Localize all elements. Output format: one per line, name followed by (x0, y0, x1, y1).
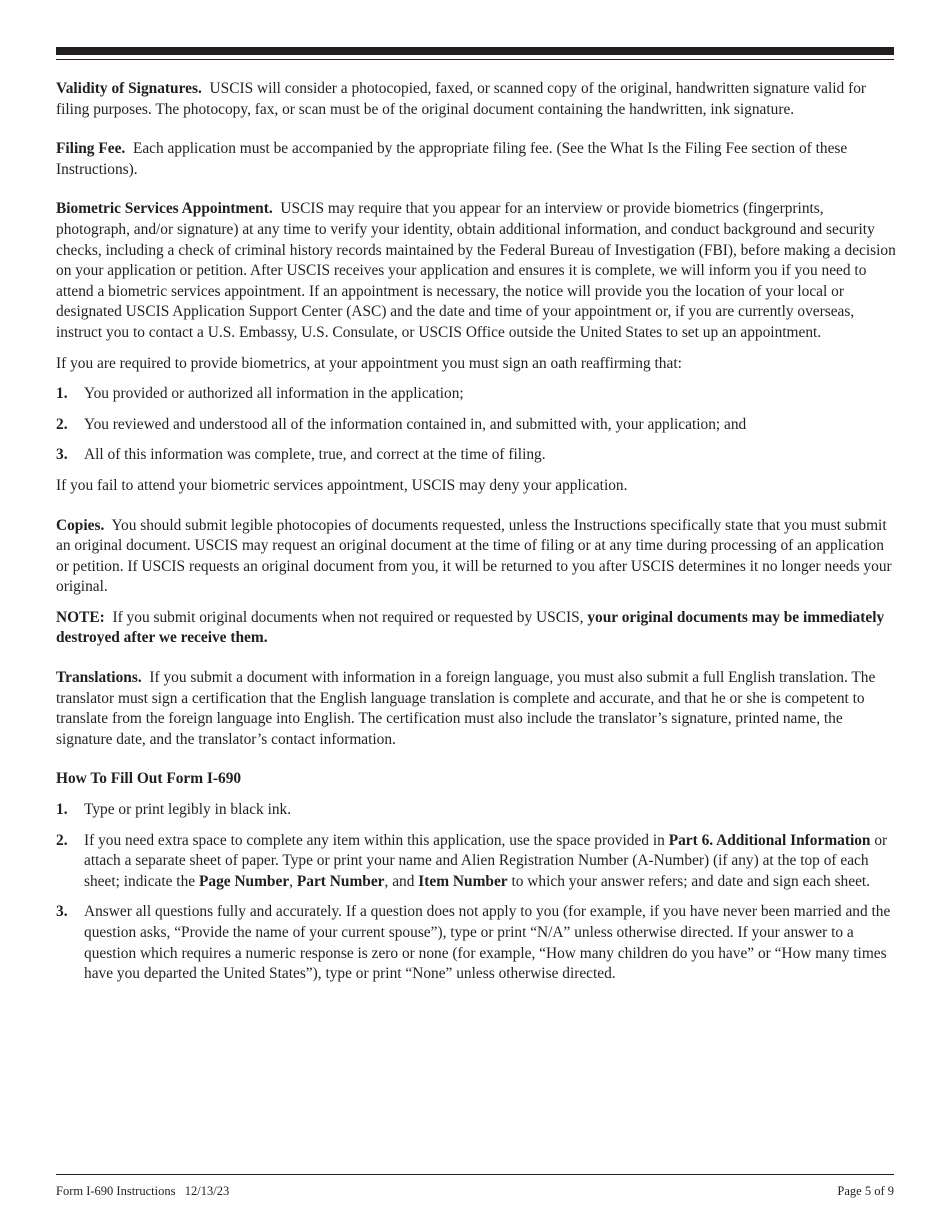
biometrics-intro: If you are required to provide biometrics, at your appointment you must sign an oath reaffirming that: (56, 354, 682, 372)
list-item-number: 3. (56, 446, 68, 464)
list-item-number: 3. (56, 903, 68, 921)
item2-text-a: If you need extra space to complete any item within this application, use the space provided in (84, 831, 665, 849)
filing-fee-text: Each application must be accompanied by the appropriate filing fee. (See the What Is the Filing Fee section of these Instructions). (56, 140, 848, 178)
validity-heading: Validity of Signatures. (56, 80, 202, 97)
list-item-number: 1. (56, 385, 68, 403)
item2-text-i: to which your answer refers; and date and sign each sheet. (511, 872, 871, 890)
filing-fee-heading: Filing Fee. (56, 140, 126, 158)
copies-heading: Copies. (56, 516, 105, 534)
list-item-text: You reviewed and understood all of the information contained in, and submitted with, your application; and (84, 415, 747, 433)
validity-text: USCIS will consider a photocopied, faxed, or scanned copy of the original, handwritten signature valid for filing purposes. The photocopy, fax, or scan must be of the original document containing the handwritten, ink signature. (56, 80, 867, 118)
header-thin-rule (56, 59, 894, 60)
biometrics-closing: If you fail to attend your biometric services appointment, USCIS may deny your application. (56, 476, 628, 494)
item2-comma: , (289, 872, 294, 890)
list-item (56, 831, 896, 893)
part6-reference: Part 6. Additional Information (668, 831, 871, 849)
list-item-text: All of this information was complete, true, and correct at the time of filing. (84, 446, 546, 464)
translations-heading: Translations. (56, 669, 142, 687)
document-body (56, 79, 896, 985)
copies-note (56, 608, 896, 649)
item-number-term: Item Number (418, 872, 508, 890)
note-bold-text: your original documents may be immediately destroyed after we receive them. (56, 608, 885, 647)
list-item-number: 2. (56, 415, 68, 433)
footer-rule (56, 1174, 894, 1175)
item2-and: , and (384, 872, 415, 890)
how-to-heading: How To Fill Out Form I-690 (56, 770, 242, 788)
list-item-text: Answer all questions fully and accurately. If a question does not apply to you (for example, if you have never been married and the question asks, “Provide the name of your current spouse”), type or print “N/A” unless otherwise directed. If your answer to a question which requires a numeric response is zero or none (for example, “How many children do you have” or “How many times have you departed the United States”), type or print “None” unless otherwise directed. (84, 903, 891, 983)
biometrics-paragraph (56, 199, 896, 343)
list-item (56, 384, 896, 405)
list-item-text: Type or print legibly in black ink. (84, 801, 292, 819)
list-item-number: 1. (56, 801, 68, 819)
validity-paragraph (56, 79, 896, 120)
note-label: NOTE: (56, 608, 105, 626)
note-text: If you submit original documents when not required or requested by USCIS, (112, 608, 584, 626)
translations-text: If you submit a document with information in a foreign language, you must also submit a full English translation. The translator must sign a certification that the English language translation is complete and accurate, and that he or she is competent to translate from the foreign language into English. The certification must also include the translator’s signature, printed name, the signature date, and the translator’s contact information. (56, 669, 876, 748)
list-item (56, 902, 896, 984)
biometrics-heading: Biometric Services Appointment. (56, 200, 273, 218)
page-number-term: Page Number (198, 872, 290, 890)
list-item-number: 2. (56, 831, 68, 849)
copies-paragraph (56, 516, 896, 598)
item2-text-c: or attach a separate sheet of paper. Type or print your name and Alien Registration Number (A-Number) (if any) at the top of each sheet; indicate the (84, 831, 888, 890)
copies-text: You should submit legible photocopies of documents requested, unless the Instructions specifically state that you must submit an original document. USCIS may request an original document at the time of filing or at any time during processing of an application or petition. If USCIS requests an original document from you, it will be returned to you after USCIS determines it no longer needs your original. (56, 516, 892, 596)
translations-paragraph (56, 668, 896, 750)
biometrics-text: USCIS may require that you appear for an interview or provide biometrics (fingerprints, photograph, and/or signature) at any time to verify your identity, obtain additional information, and conduct background and security checks, including a check of criminal history records maintained by the Federal Bureau of Investigation (FBI), before making a decision on your application or petition. After USCIS receives your application and ensures it is complete, we will inform you if you need to attend a biometric services appointment. If an appointment is necessary, the notice will provide you the location of your local or designated USCIS Application Support Center (ASC) and the date and time of your appointment or, if you are currently overseas, instruct you to contact a U.S. Embassy, U.S. Consulate, or USCIS Office outside the United States to set up an appointment. (56, 200, 896, 341)
filing-fee-paragraph (56, 139, 896, 180)
list-item-text: You provided or authorized all information in the application; (84, 385, 464, 403)
list-item (56, 445, 896, 466)
list-item (56, 800, 896, 821)
part-number-term: Part Number (296, 872, 385, 890)
footer-form-label: Form I-690 Instructions 12/13/23 (56, 1184, 230, 1198)
footer-page-number: Page 5 of 9 (837, 1184, 894, 1198)
list-item (56, 415, 896, 436)
header-thick-rule (56, 47, 894, 55)
list-item-text (84, 831, 896, 893)
